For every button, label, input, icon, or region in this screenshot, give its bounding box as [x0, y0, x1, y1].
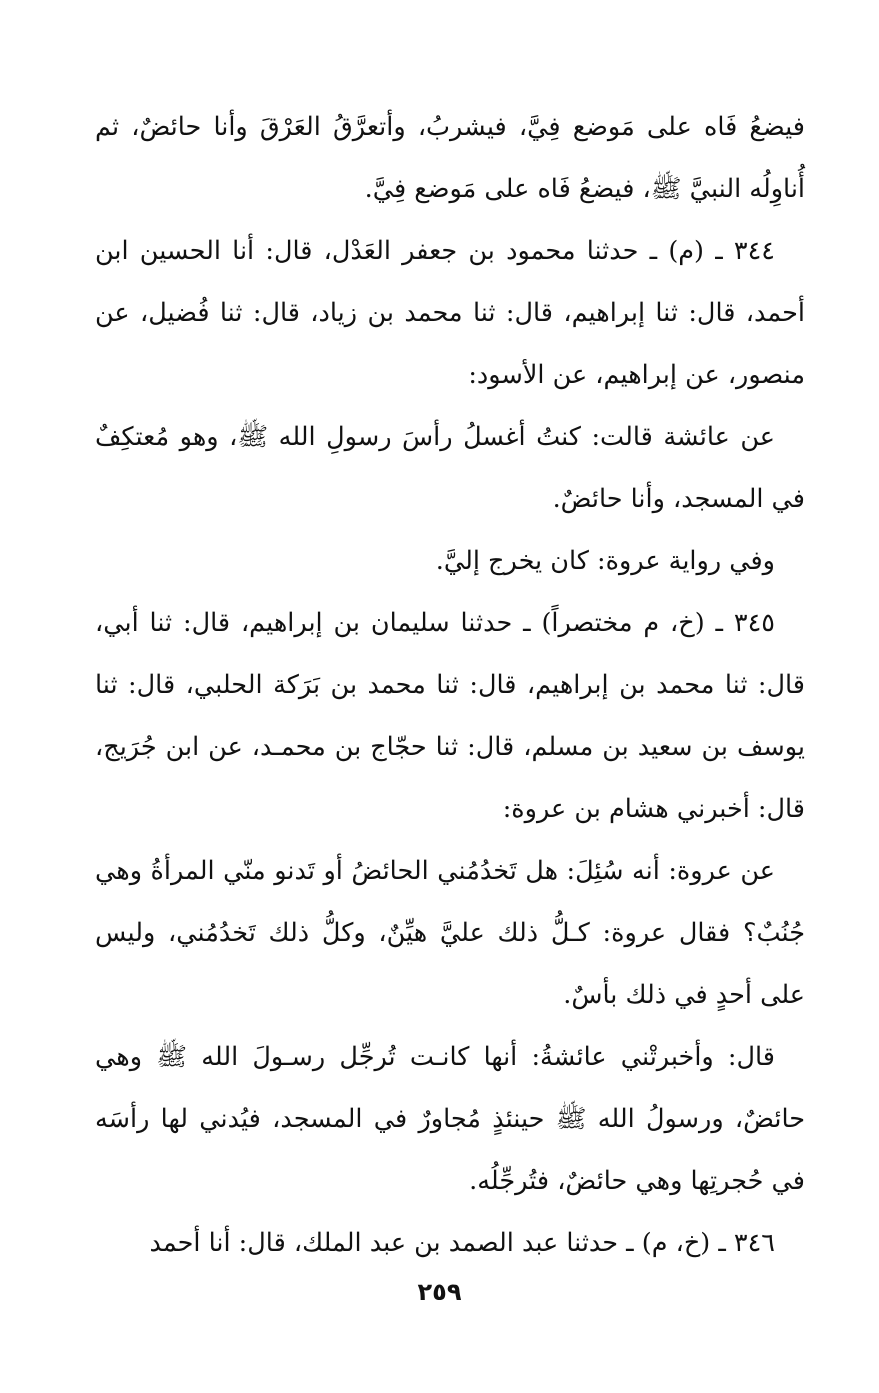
paragraph-hadith-346-isnad: ٣٤٦ ـ (خ، م) ـ حدثنا عبد الصمد بن عبد الملك، قال: أنا أحمد: [149, 1228, 775, 1258]
page-number: ٢٥٩: [417, 1278, 462, 1306]
paragraph-hadith-344-isnad: ٣٤٤ ـ (م) ـ حدثنا محمود بن جعفر العَدْل، قال: أنا الحسين ابن أحمد، قال: ثنا إبراهيم، قال: ثنا محمد بن زياد، قال: ثنا فُضيل، عن منصور، عن إبراهيم، عن الأسود:: [95, 236, 805, 390]
paragraph-continuation: فيضعُ فَاه على مَوضع فِيَّ، فيشربُ، وأتعرَّقُ العَرْقَ وأنا حائضٌ، ثم أُناوِلُه النبيَّ ﷺ، فيضعُ فَاه على مَوضع فِيَّ.: [95, 112, 805, 204]
paragraph-urwa-narration: وفي رواية عروة: كان يخرج إليَّ.: [435, 546, 775, 576]
page-body: [95, 96, 805, 1274]
paragraph-hadith-345-matn: عن عروة: أنه سُئِلَ: هل تَخدُمُني الحائضُ أو تَدنو منّي المرأةُ وهي جُنُبٌ؟ فقال عروة: كـلُّ ذلك عليَّ هيِّنٌ، وكلُّ ذلك تَخدُمُني، وليس على أحدٍ في ذلك بأسٌ.: [95, 856, 805, 1010]
paragraph-hadith-345-isnad: ٣٤٥ ـ (خ، م مختصراً) ـ حدثنا سليمان بن إبراهيم، قال: ثنا أبي، قال: ثنا محمد بن إبراهيم، قال: ثنا محمد بن بَرَكة الحلبي، قال: ثنا يوسف بن سعيد بن مسلم، قال: ثنا حجّاج بن محمـد، عن ابن جُرَيج، قال: أخبرني هشام بن عروة:: [95, 608, 805, 824]
paragraph-hadith-344-matn: عن عائشة قالت: كنتُ أغسلُ رأسَ رسولِ الله ﷺ، وهو مُعتكِفٌ في المسجد، وأنا حائضٌ.: [95, 422, 805, 514]
paragraph-aisha-report: قال: وأخبرتْني عائشةُ: أنها كانـت تُرجِّل رسـولَ الله ﷺ وهي حائضٌ، ورسولُ الله ﷺ حينئذٍ مُجاورٌ في المسجد، فيُدني لها رأسَه في حُجرتِها وهي حائضٌ، فتُرجِّلُه.: [95, 1042, 805, 1196]
